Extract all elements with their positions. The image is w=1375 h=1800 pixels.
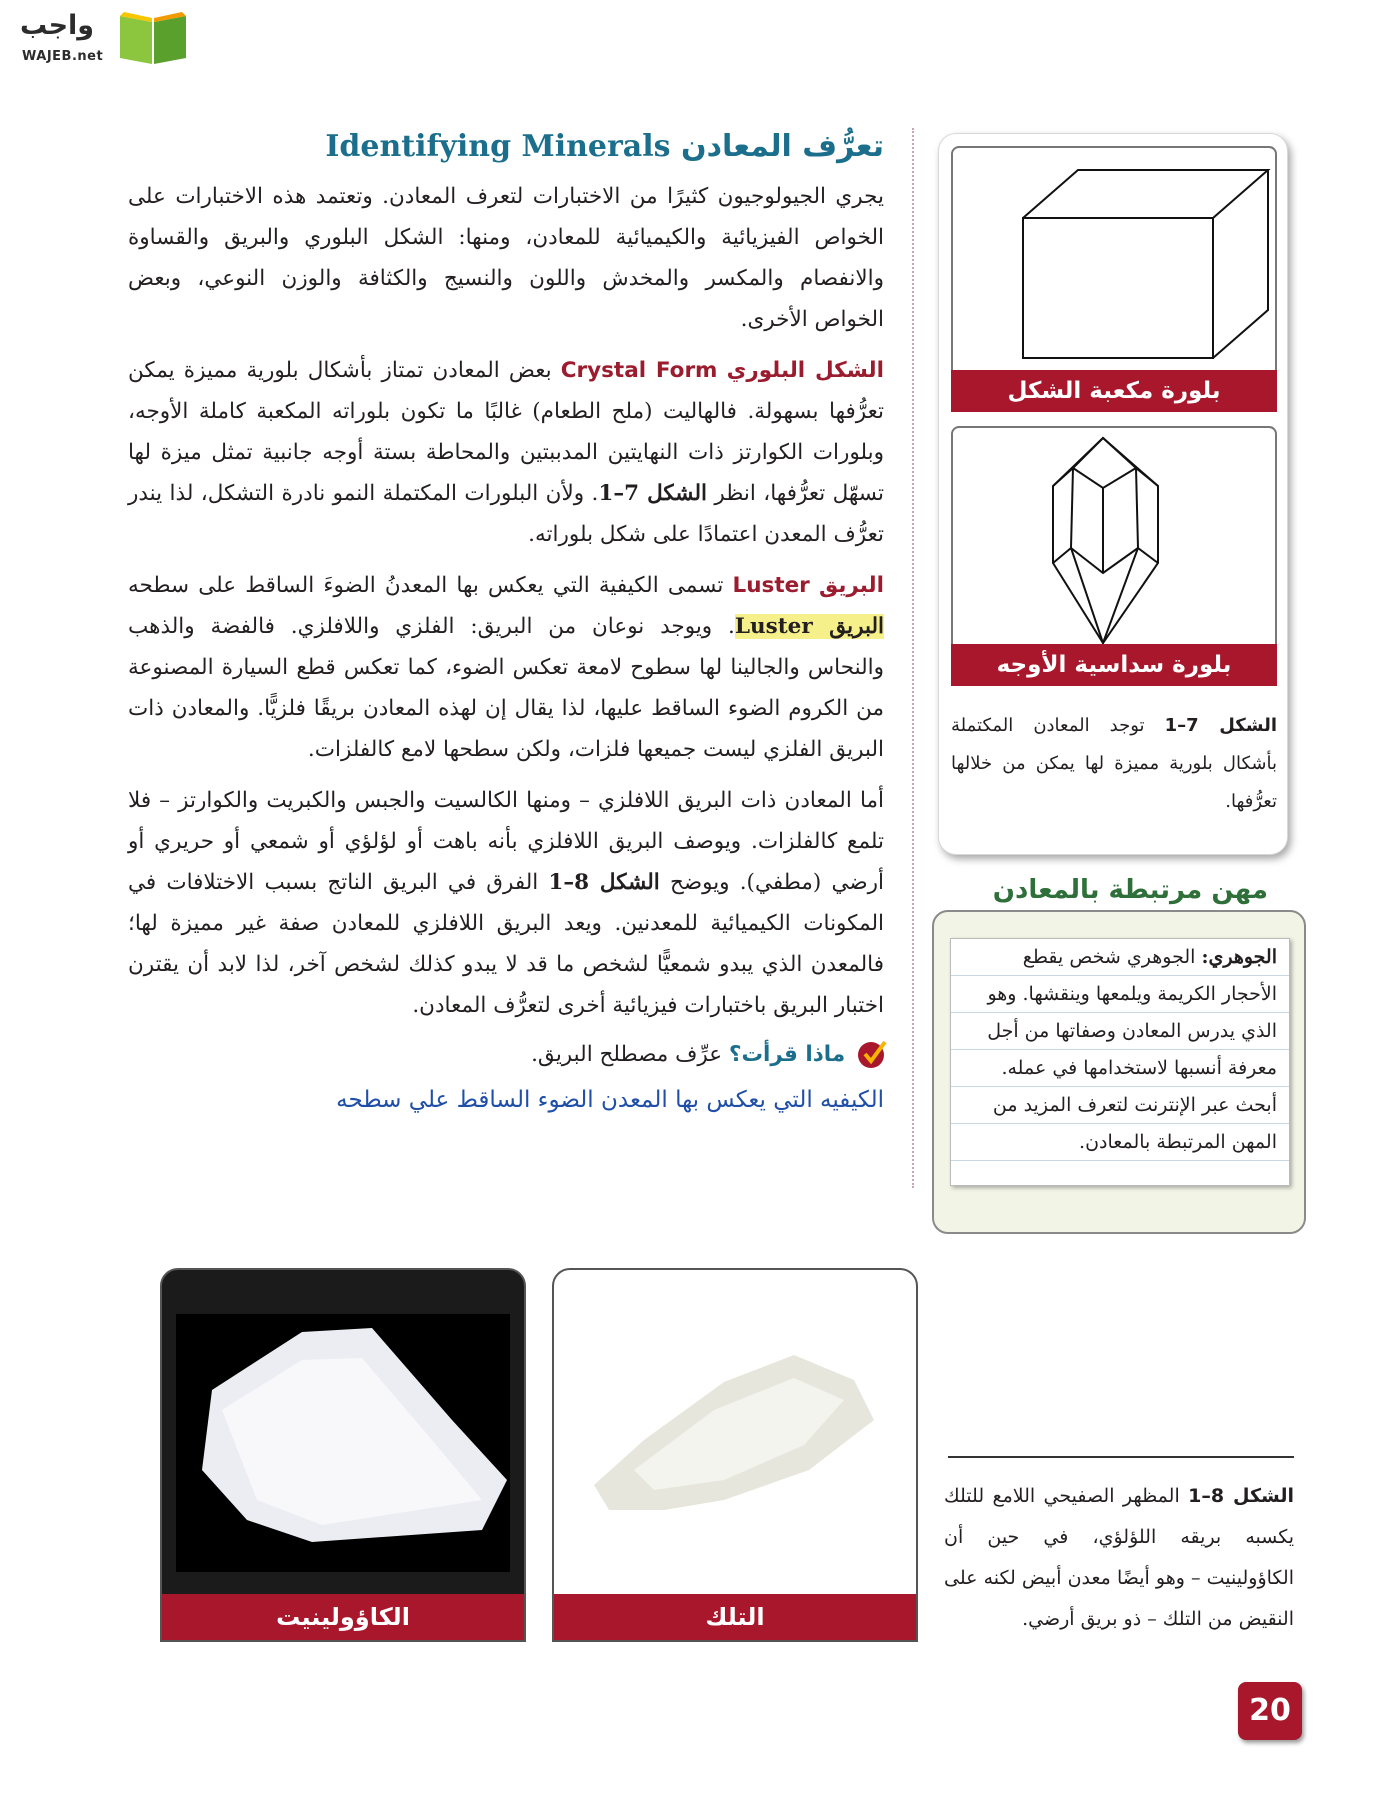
crystal-form-text-2: . ولأن البلورات المكتملة النمو نادرة التشكل، لذا يندر تعرُّف المعدن اعتمادًا على شكل بلوراته. bbox=[128, 481, 884, 547]
reading-check-question: عرِّف مصطلح البريق. bbox=[531, 1042, 723, 1067]
kaolinite-rock-image bbox=[162, 1270, 524, 1594]
luster-paragraph bbox=[128, 565, 884, 770]
crystal-form-term-en: Crystal Form bbox=[560, 358, 718, 383]
figure-8-rule bbox=[948, 1456, 1294, 1458]
talc-photo bbox=[552, 1268, 918, 1642]
figure-8-number: الشكل 8–1 bbox=[1188, 1485, 1294, 1507]
luster-term-en: Luster bbox=[732, 573, 810, 598]
logo-arabic-text: واجب bbox=[20, 10, 95, 41]
figure-8-caption bbox=[944, 1476, 1294, 1640]
career-description-line bbox=[963, 939, 1277, 1087]
kaolinite-photo bbox=[160, 1268, 526, 1642]
luster-figure-ref[interactable]: الشكل 8–1 bbox=[548, 870, 660, 895]
talc-label: التلك bbox=[554, 1594, 916, 1640]
luster-term-ar: البريق bbox=[818, 573, 884, 598]
site-logo[interactable] bbox=[12, 6, 190, 70]
figure-7-card bbox=[938, 133, 1288, 855]
book-icon bbox=[116, 8, 190, 68]
figure-7-caption-text: توجد المعادن المكتملة بأشكال بلورية مميزة لها يمكن من خلالها تعرُّفها. bbox=[951, 715, 1277, 812]
nonmetallic-luster-paragraph bbox=[128, 780, 884, 1026]
career-note bbox=[950, 938, 1290, 1186]
career-box bbox=[932, 910, 1306, 1234]
figure-7-number: الشكل 7–1 bbox=[1164, 715, 1277, 736]
career-prompt: أبحث عبر الإنترنت لتعرف المزيد من المهن المرتبطة بالمعادن. bbox=[992, 1094, 1277, 1153]
figure-8-caption-text: المظهر الصفيحي اللامع للتلك يكسبه بريقه اللؤلؤي، في حين أن الكاؤولينيت – وهو أيضًا معدن أبيض لكنه على النقيض من التلك – ذو بريق أرضي. bbox=[944, 1485, 1294, 1630]
hexagonal-crystal-icon bbox=[953, 428, 1275, 680]
crystal-form-text-1: بعض المعادن تمتاز بأشكال بلورية مميزة يمكن تعرُّفها بسهولة. فالهاليت (ملح الطعام) غالبًا ما تكون بلوراته المكعبة كاملة الأوجه، وبلورات الكوارتز ذات النهايتين المدببتين والمحاطة بستة أوجه جانبية تمثل ميزة لها تسهّل تعرُّفها، انظر bbox=[128, 358, 884, 506]
heading-arabic: تعرُّف المعادن bbox=[680, 129, 884, 164]
heading-english: Identifying Minerals bbox=[325, 129, 671, 164]
cube-crystal-icon bbox=[953, 148, 1275, 378]
intro-paragraph: يجري الجيولوجيون كثيرًا من الاختبارات لتعرف المعادن. وتعتمد هذه الاختبارات على الخواص الفيزيائية والكيميائية للمعادن، ومنها: الشكل البلوري والبريق والقساوة والانفصام والمكسر والمخدش واللون والنسيج والكثافة والوزن النوعي، وبعض الخواص الأخرى. bbox=[128, 184, 884, 332]
luster-text-2: . ويوجد نوعان من البريق: الفلزي واللافلزي. فالفضة والذهب والنحاس والجالينا لها سطوح لامعة تعكس الضوء، كما تعكس قطع السيارة المصنوعة من الكروم الضوء الساقط عليها، لذا يقال إن لهذه المعادن بريقًا فلزيًّا. والمعادن ذات البريق الفلزي ليست جميعها فلزات، ولكن سطحها لامع كالفلزات. bbox=[128, 614, 884, 762]
nonmetallic-text-1: أما المعادن ذات البريق اللافلزي – ومنها الكالسيت والجبس والكبريت والكوارتز – فلا تلمع كالفلزات. ويوصف البريق اللافلزي بأنه باهت أو لؤلؤي أو شمعي أو حريري أو أرضي (مطفي). ويوضح bbox=[128, 788, 884, 895]
crystal-form-figure-ref[interactable]: الشكل 7–1 bbox=[598, 481, 707, 506]
figure-7-caption bbox=[951, 707, 1277, 821]
checkmark-icon bbox=[858, 1042, 884, 1068]
career-term: الجوهري: bbox=[1201, 946, 1277, 968]
career-description: الجوهري شخص يقطع الأحجار الكريمة ويلمعها وينقشها. وهو الذي يدرس المعادن وصفاتها من أجل معرفة أنسبها لاستخدامها في عمله. bbox=[987, 946, 1277, 1079]
reading-check bbox=[128, 1036, 884, 1074]
crystal-form-paragraph bbox=[128, 350, 884, 555]
talc-rock-image bbox=[554, 1270, 916, 1594]
cube-crystal-label: بلورة مكعبة الشكل bbox=[951, 370, 1277, 412]
column-divider bbox=[912, 128, 914, 1188]
reading-check-answer: الكيفيه التي يعكس بها المعدن الضوء الساقط علي سطحه bbox=[336, 1087, 884, 1113]
nonmetallic-text-2: الفرق في البريق الناتج بسبب الاختلافات في المكونات الكيميائية للمعدنين. ويعد البريق اللافلزي للمعادن صفة غير مميزة لها؛ فالمعدن الذي يبدو شمعيًّا لشخص ما قد لا يبدو كذلك لشخص آخر، لذا لابد أن يقترن اختبار البريق باختبارات فيزيائية أخرى لتعرُّف المعادن. bbox=[128, 870, 884, 1018]
page-number: 20 bbox=[1238, 1682, 1302, 1740]
career-title: مهن مرتبطة بالمعادن bbox=[992, 875, 1268, 905]
reading-check-label: ماذا قرأت؟ bbox=[728, 1042, 846, 1067]
cube-crystal-image bbox=[951, 146, 1277, 380]
kaolinite-label: الكاؤولينيت bbox=[162, 1594, 524, 1640]
hexagonal-crystal-label: بلورة سداسية الأوجه bbox=[951, 644, 1277, 686]
logo-english-text: WAJEB.net bbox=[22, 49, 104, 64]
luster-text-1: تسمى الكيفية التي يعكس بها المعدنُ الضوءَ الساقط على سطحه bbox=[128, 573, 724, 598]
section-heading bbox=[128, 124, 884, 170]
luster-highlighted-term: البريق Luster bbox=[734, 614, 884, 639]
crystal-form-term-ar: الشكل البلوري bbox=[726, 358, 884, 383]
main-text-column bbox=[128, 124, 884, 1120]
